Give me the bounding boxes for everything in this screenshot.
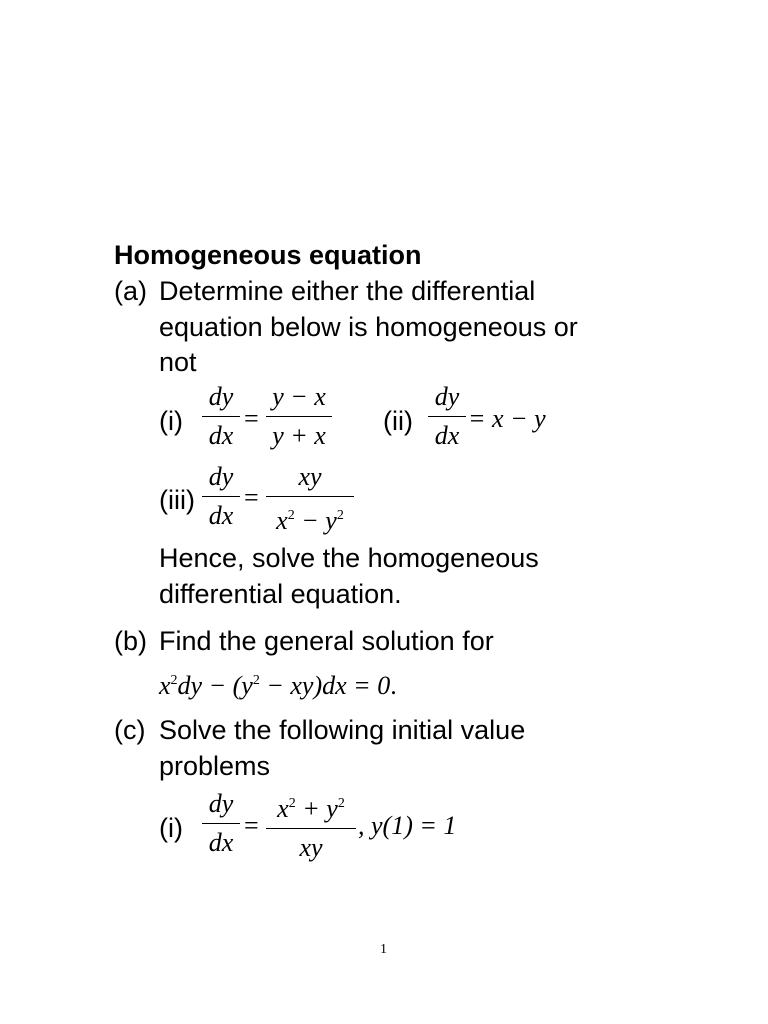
fraction-bar: [266, 828, 356, 829]
fraction-denominator: dx: [208, 421, 234, 450]
part-a-text-line1: Determine either the differential: [159, 276, 536, 306]
part-c-i-lhs-fraction: [202, 789, 240, 858]
part-a-text-line3: not: [159, 347, 197, 377]
fraction-numerator: dy: [208, 789, 234, 818]
fraction-denominator: y + x: [272, 421, 326, 450]
part-c-label: (c): [114, 715, 146, 745]
fraction-numerator: dy: [434, 382, 460, 411]
section-heading: Homogeneous equation: [114, 240, 422, 270]
part-a-i-rhs-fraction: [266, 382, 332, 451]
part-a-item-iii-label: (iii): [159, 485, 195, 515]
part-a-iii-rhs-fraction: [266, 462, 354, 536]
part-c-i-rhs-fraction: [266, 789, 356, 863]
part-b-text: Find the general solution for: [159, 626, 494, 656]
part-b-label: (b): [114, 626, 147, 656]
part-a-ii-lhs-fraction: [428, 382, 466, 451]
part-b-equation: $x^2dy - (y^2 - xy)dx = 0$.: [159, 671, 397, 700]
fraction-numerator: y − x: [272, 382, 326, 411]
fraction-bar: [202, 416, 240, 417]
fraction-bar: [266, 416, 332, 417]
hence-text-line2: differential equation.: [159, 579, 402, 609]
fraction-numerator: $x^2 + y^2$: [277, 794, 345, 823]
fraction-denominator: xy: [299, 833, 323, 862]
fraction-bar: [266, 496, 354, 497]
fraction-denominator: $x^2 - y^2$: [276, 506, 344, 535]
fraction-numerator: dy: [208, 382, 234, 411]
fraction-denominator: dx: [208, 501, 234, 530]
hence-text-line1: Hence, solve the homogeneous: [159, 543, 539, 573]
equals-sign: =: [244, 404, 259, 433]
part-c-text-line2: problems: [159, 751, 271, 781]
part-a-item-i-label: (i): [159, 406, 183, 436]
fraction-numerator: dy: [208, 462, 234, 491]
fraction-numerator: xy: [298, 462, 322, 491]
equals-sign: =: [244, 811, 259, 840]
part-a-text-line2: equation below is homogeneous or: [159, 312, 578, 342]
fraction-bar: [202, 823, 240, 824]
fraction-denominator: dx: [434, 421, 460, 450]
fraction-bar: [428, 416, 466, 417]
fraction-bar: [202, 496, 240, 497]
page-number: 1: [380, 942, 387, 957]
initial-condition: , y(1) = 1: [358, 811, 457, 840]
part-a-label: (a): [114, 276, 147, 306]
part-a-i-lhs-fraction: [202, 382, 240, 451]
part-a-iii-lhs-fraction: [202, 462, 240, 531]
equals-sign: =: [244, 483, 259, 512]
part-c-item-i-label: (i): [159, 813, 183, 843]
part-a-ii-rhs: = x − y: [468, 404, 546, 433]
part-c-text-line1: Solve the following initial value: [159, 715, 526, 745]
fraction-denominator: dx: [208, 828, 234, 857]
part-a-item-ii-label: (ii): [383, 406, 413, 436]
